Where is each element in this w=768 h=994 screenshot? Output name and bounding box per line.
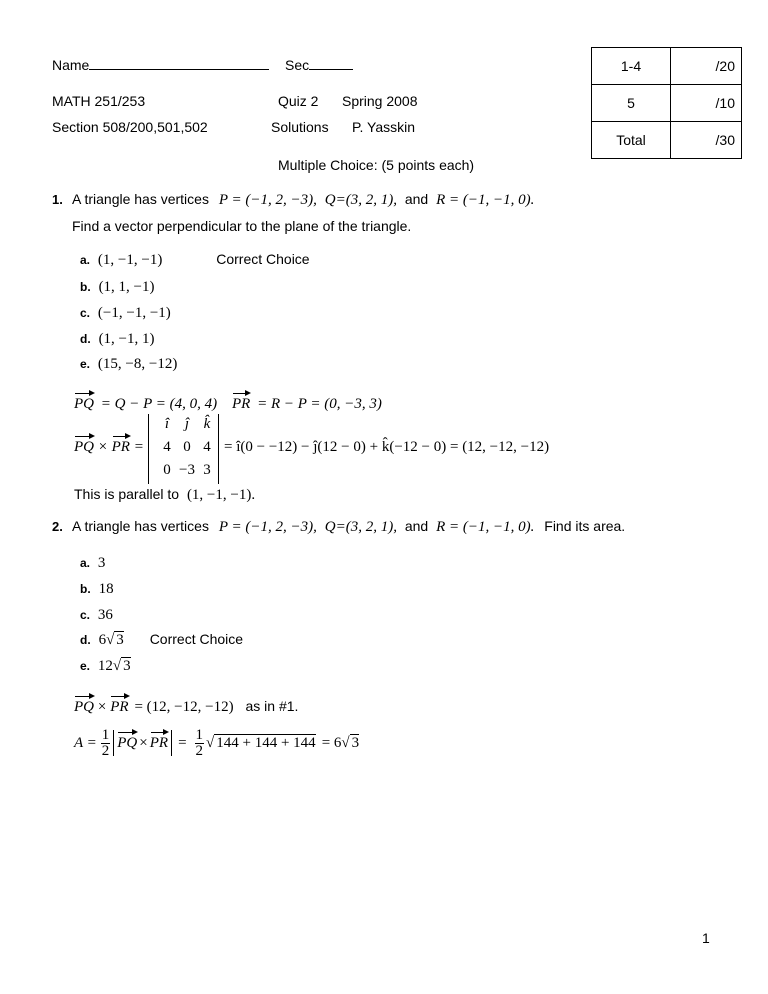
q1-vertex-p: P = (−1, 2, −3), [218,192,317,208]
choice-value: (1, 1, −1) [98,279,155,295]
equals-sign: = [133,439,144,455]
choice-value: 3 [97,555,106,571]
q1-vertex-r: R = (−1, −1, 0). [436,192,535,208]
q1-line2: Find a vector perpendicular to the plane of the triangle. [72,218,412,234]
choice-value: 36 [97,607,113,623]
score-points: /30 [671,122,742,159]
sqrt-icon: √ [206,734,215,751]
det-cell: î [164,416,170,432]
radicand: 3 [116,632,124,648]
quiz-name: Quiz 2 [278,93,319,109]
score-label: Total [592,122,671,159]
determinant-left-bar [148,414,149,484]
choice-value: 6 [98,632,107,648]
choice-letter: a. [80,556,91,570]
fraction-numerator: 1 [195,726,204,743]
solutions-label: Solutions [271,119,329,135]
q1-text-pre: A triangle has vertices [72,191,209,207]
sqrt-icon: √ [341,734,350,751]
fraction-half [195,728,205,759]
correct-choice-note: Correct Choice [149,631,244,647]
fraction-denominator: 2 [101,742,110,759]
cross-symbol: × [139,734,148,751]
q1-number: 1. [52,192,63,207]
q1-choice-e[interactable] [80,355,177,373]
q2-and: and [404,518,429,534]
vector-pq: PQ [117,734,138,751]
radicand: 144 + 144 + 144 [216,735,316,751]
choice-letter: d. [80,332,91,346]
q2-text [72,518,625,536]
sec-label: Sec [285,55,353,73]
determinant-row-2 [157,439,217,456]
name-blank[interactable] [89,55,269,70]
instructor-name: P. Yasskin [352,119,416,135]
score-row [592,122,742,159]
q2-choice-a[interactable] [80,554,105,572]
q1-choice-b[interactable] [80,278,155,296]
parallel-text: This is parallel to [74,486,180,502]
det-cell: 4 [163,439,171,455]
det-cell: −3 [179,462,195,478]
sec-blank[interactable] [309,55,353,70]
q1-vertex-q: Q=(3, 2, 1), [324,192,397,208]
choice-letter: a. [80,253,91,267]
det-cell: 0 [163,462,171,478]
det-cell: ĵ [184,416,190,432]
q1-choice-c[interactable] [80,304,171,322]
q1-cross-lhs [74,439,144,456]
det-cell: 3 [203,462,211,478]
choice-value: 18 [98,581,114,597]
radicand: 3 [123,658,131,674]
q2-number: 2. [52,519,63,534]
q2-text-pre: A triangle has vertices [72,518,209,534]
choice-value: (1, −1, 1) [98,331,155,347]
choice-letter: c. [80,608,91,622]
score-label: 1-4 [592,48,671,85]
fraction-numerator: 1 [101,726,110,743]
area-result: = 6 [321,734,342,751]
determinant-right-bar [218,414,219,484]
q1-text [72,191,534,209]
vector-pr: PR [110,699,129,715]
q1-parallel-line [74,486,255,504]
det-cell: 0 [183,439,191,455]
score-points: /10 [671,85,742,122]
q1-choice-d[interactable] [80,330,155,348]
q2-vertex-p: P = (−1, 2, −3), [218,519,317,535]
q2-sol-line1 [74,698,298,716]
q2-choice-e[interactable] [80,657,131,675]
vector-pr: PR [111,439,130,455]
cross-value: = (12, −12, −12) [134,699,234,715]
q2-choice-b[interactable] [80,580,114,598]
section-list: Section 508/200,501,502 [52,119,208,135]
choice-letter: b. [80,582,91,596]
pr-expression: = R − P = (0, −3, 3) [257,396,382,412]
q1-sol-pq [74,396,217,413]
choice-letter: e. [80,659,91,673]
abs-open-bar [113,730,114,756]
reference-note: as in #1. [245,698,299,714]
vector-pq: PQ [74,439,94,455]
abs-close-bar [171,730,172,756]
q2-vertex-r: R = (−1, −1, 0). [436,519,535,535]
choice-value: 12 [97,658,113,674]
fraction-denominator: 2 [195,742,204,759]
det-cell: 4 [203,439,211,455]
pq-expression: = Q − P = (4, 0, 4) [100,396,218,412]
parallel-vector: (1, −1, −1). [186,487,256,503]
q2-vertex-q: Q=(3, 2, 1), [324,519,397,535]
score-label: 5 [592,85,671,122]
area-lhs: A = [74,734,97,751]
q1-choice-a[interactable] [80,251,310,269]
q2-area-line [74,726,359,760]
page-number: 1 [702,930,710,946]
vector-pq: PQ [74,699,94,715]
q1-and: and [404,191,429,207]
choice-value: (15, −8, −12) [97,356,178,372]
choice-letter: c. [80,306,91,320]
q1-sol-pr [232,396,382,413]
section-title: Multiple Choice: (5 points each) [278,157,475,173]
det-cell: k̂ [203,416,211,432]
name-label: Name [52,55,269,73]
score-points: /20 [671,48,742,85]
equals-sign: = [178,734,187,751]
cross-product-result: = î(0 − −12) − ĵ(12 − 0) + k̂(−12 − 0) = (12, −12, −12) [224,439,550,455]
vector-pr: PR [232,396,251,412]
choice-letter: e. [80,357,91,371]
q2-ask: Find its area. [544,518,626,534]
q2-choice-c[interactable] [80,606,113,624]
determinant-row-1 [157,416,217,433]
q2-choice-d[interactable] [80,631,243,649]
cross-symbol: × [97,439,108,455]
radicand: 3 [351,735,360,751]
fraction-half [101,728,111,759]
choice-letter: b. [80,280,91,294]
score-row [592,85,742,122]
sqrt-icon: √ [106,632,115,648]
correct-choice-note: Correct Choice [216,251,310,267]
choice-value: (−1, −1, −1) [97,305,171,321]
course-name: MATH 251/253 [52,93,146,109]
score-row [592,48,742,85]
sqrt-icon: √ [112,658,122,674]
cross-symbol: × [97,699,107,715]
score-table [591,47,742,159]
vector-pq: PQ [74,396,94,412]
term: Spring 2008 [342,93,418,109]
choice-letter: d. [80,633,91,647]
vector-pr: PR [149,734,169,751]
determinant-row-3 [157,462,217,479]
choice-value: (1, −1, −1) [97,252,163,268]
